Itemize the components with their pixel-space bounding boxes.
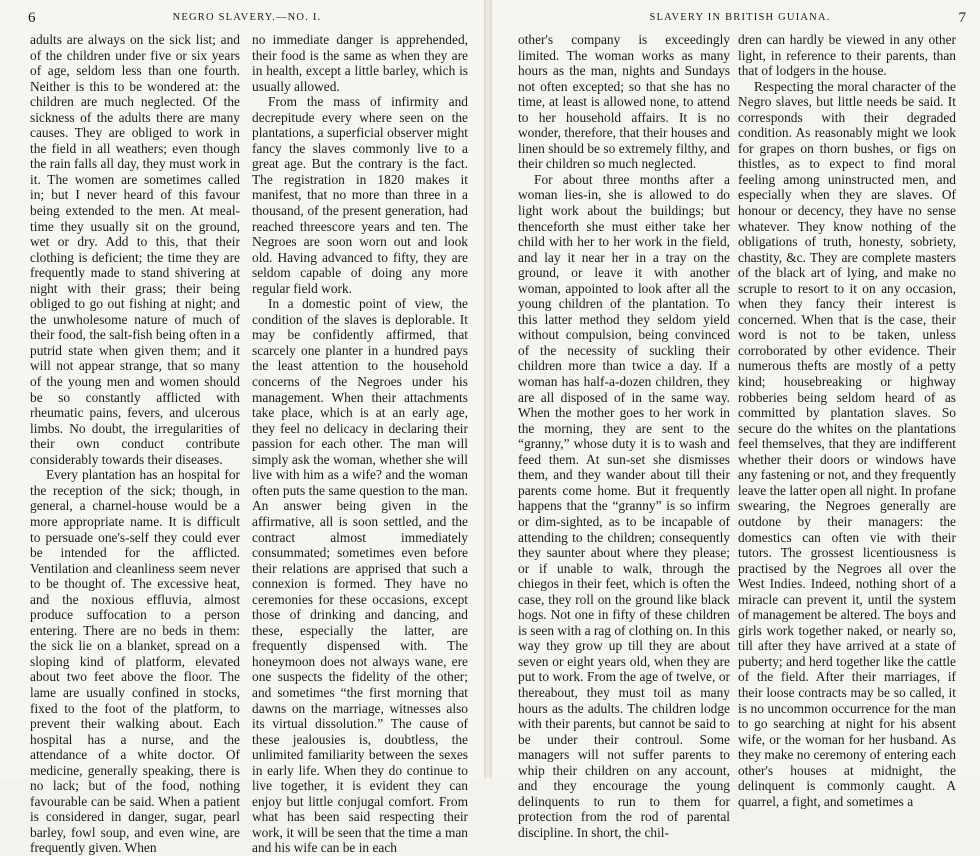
paragraph: Every plantation has an hospital for the reception of the sick; though, in general, a charnel-house would be a more appropriate name. It is difficult to persuade one's-self they could ever be intended for the afflicted. Ventilation and cleanliness seem never to be thought of. The excessive heat, and the noxious effluvia, almost produce suffocation to a person entering. There are no beds in them: the sick lie on a blanket, spread on a sloping kind of platform, elevated about two feet above the floor. The lame are usually confined in stocks, fixed to the foot of the platform, to prevent their walking about. Each hospital has a nurse, and the attendance of a white doctor. Of medicine, generally speaking, there is no lack; but of the food, nothing favourable can be said. When a patient is considered in danger, sugar, pearl barley, fowl soup, and even wine, are frequently given. When — [30, 467, 240, 856]
paragraph: From the mass of infirmity and decrepitude every where seen on the plantations, a superficial observer might fancy the slaves commonly live to a great age. But the contrary is the fact. The registration in 1820 makes it manifest, that no more than three in a thousand, of the present generation, had reached threescore years and ten. The Negroes are soon worn out and look old. Having advanced to fifty, they are seldom capable of doing any more regular field work. — [252, 94, 468, 296]
paragraph: Respecting the moral character of the Negro slaves, but little needs be said. It corresponds with their degraded condition. As reasonably might we look for grapes on thorn bushes, or figs on thistles, as to expect to find moral feeling among uninstructed men, and especially when they are slaves. Of honour or decency, they have no sense whatever. They know nothing of the obligations of truth, honesty, sobriety, chastity, &c. They are complete masters of the black art of lying, and make no scruple to resort to it on any occasion, when they fancy their interest is concerned. When that is the case, their word is not to be taken, unless corroborated by other evidence. Their numerous thefts are mostly of a petty kind; housebreaking or highway robberies being seldom heard of as committed by plantation slaves. So secure do the whites on the plantations feel themselves, that they are indifferent whether their doors or windows have any fastening or not, and they frequently leave the latter open all night. In profane swearing, the Negroes generally are outdone by their managers: the domestics can often vie with their tutors. The grossest licentiousness is practised by the Negroes all over the West Indies. Indeed, nothing short of a miracle can prevent it, until the system of management be altered. The boys and girls work together naked, or nearly so, till after they have arrived at a state of puberty; and herd together like the cattle of the field. After their marriages, if their loose contracts may be so called, it is no uncommon occurrence for the man to go searching at night for his absent wife, or the woman for her husband. As they make no ceremony of entering each other's houses at midnight, the delinquent is commonly caught. A quarrel, a fight, and sometimes a — [738, 78, 956, 809]
left-page — [0, 0, 484, 856]
left-column-2 — [252, 32, 468, 856]
book-gutter — [484, 0, 492, 778]
paragraph: dren can hardly be viewed in any other light, in reference to their parents, than that of lodgers in the house. — [738, 32, 956, 79]
right-column-1 — [518, 32, 730, 840]
left-running-head: NEGRO SLAVERY.—NO. I. — [172, 12, 322, 23]
left-page-header — [28, 12, 466, 28]
paragraph: In a domestic point of view, the condition of the slaves is deplorable. It may be confidently affirmed, that scarcely one planter in a hundred pays the least attention to the household concerns of the Negroes under his management. When their attachments take place, which is at an early age, they feel no delicacy in declaring their passion for each other. The man will simply ask the woman, whether she will live with him as a wife? and the woman often puts the same question to the man. An answer being given in the affirmative, all is soon settled, and the contract almost immediately consummated; sometimes even before their relations are apprised that such a connexion is formed. They have no ceremonies for these occasions, except those of drinking and dancing, and these, especially the latter, are frequently dispensed with. The honeymoon does not always wane, ere one suspects the fidelity of the other; and sometimes “the first morning that dawns on the marriage, witnesses also its virtual dissolution.” The cause of these jealousies is, doubtless, the unlimited familiarity between the sexes in early life. When they do continue to live together, it is evident they can enjoy but little conjugal comfort. From what has been said respecting their work, it will be seen that the time a man and his wife can be in each — [252, 296, 468, 856]
right-page-header — [514, 12, 966, 28]
right-page — [492, 0, 980, 840]
right-page-number: 7 — [958, 10, 966, 26]
right-running-head: SLAVERY IN BRITISH GUIANA. — [649, 12, 831, 23]
right-column-2 — [738, 32, 956, 809]
paragraph: no immediate danger is apprehended, their food is the same as when they are in health, except a little barley, which is usually allowed. — [252, 32, 468, 94]
paragraph: For about three months after a woman lies-in, she is allowed to do light work about the buildings; but thenceforth she must either take her child with her to her work in the field, and lay it near her in a tray on the ground, or leave it with another woman, appointed to look after all the young children of the plantation. To this latter method they seldom yield without compulsion, being convinced of the necessity of suckling their children more than twice a day. If a woman has half-a-dozen children, they are all disposed of in the same way. When the mother goes to her work in the morning, they are sent to the “granny,” whose duty it is to wash and feed them. At sun-set she dismisses them, and they wander about till their parents come home. But it frequently happens that the “granny” is so infirm or dim-sighted, as to be incapable of attending to the children; consequently they saunter about where they please; or if unable to walk, through the chiegos in their feet, which is often the case, they roll on the ground like black hogs. Not one in fifty of these children is seen with a rag of clothing on. In this way they grow up till they are about seven or eight years old, when they are put to work. From the age of twelve, or thereabout, they must toil as many hours as the adults. The children lodge with their parents, but cannot be said to be under their controul. Some managers will not suffer parents to whip their children on any account, and they encourage the young delinquents to run to them for protection from the rod of parental discipline. In short, the chil- — [518, 171, 730, 840]
left-page-number: 6 — [28, 10, 36, 26]
left-column-1 — [30, 32, 240, 856]
paragraph: other's company is exceedingly limited. The woman works as many hours as the man, nights and Sundays not often excepted; so that she has no time, at least is allowed none, to attend to her household affairs. It is no wonder, therefore, that their houses and linen should be so extremely filthy, and their children so much neglected. — [518, 32, 730, 172]
paragraph: adults are always on the sick list; and of the children under five or six years of age, seldom less than one fourth. Neither is this to be wondered at: the children are much neglected. Of the sickness of the adults there are many causes. They are obliged to work in the field in all weathers; even though the rain falls all day, they must work in it. The women are sometimes called in; but I never heard of this favour being extended to the men. At meal-time they usually sit on the ground, wet or dry. Add to this, that their clothing is deficient; the time they are frequently made to stand shivering at night with their grass; their being obliged to go out fishing at night; and the unwholesome nature of much of their food, the salt-fish being often in a putrid state when given them; and it will not appear strange, that so many of the young men and women should be so constantly afflicted with rheumatic pains, fevers, and ulcerous limbs. No doubt, the irregularities of their own conduct contribute considerably towards their diseases. — [30, 32, 240, 467]
